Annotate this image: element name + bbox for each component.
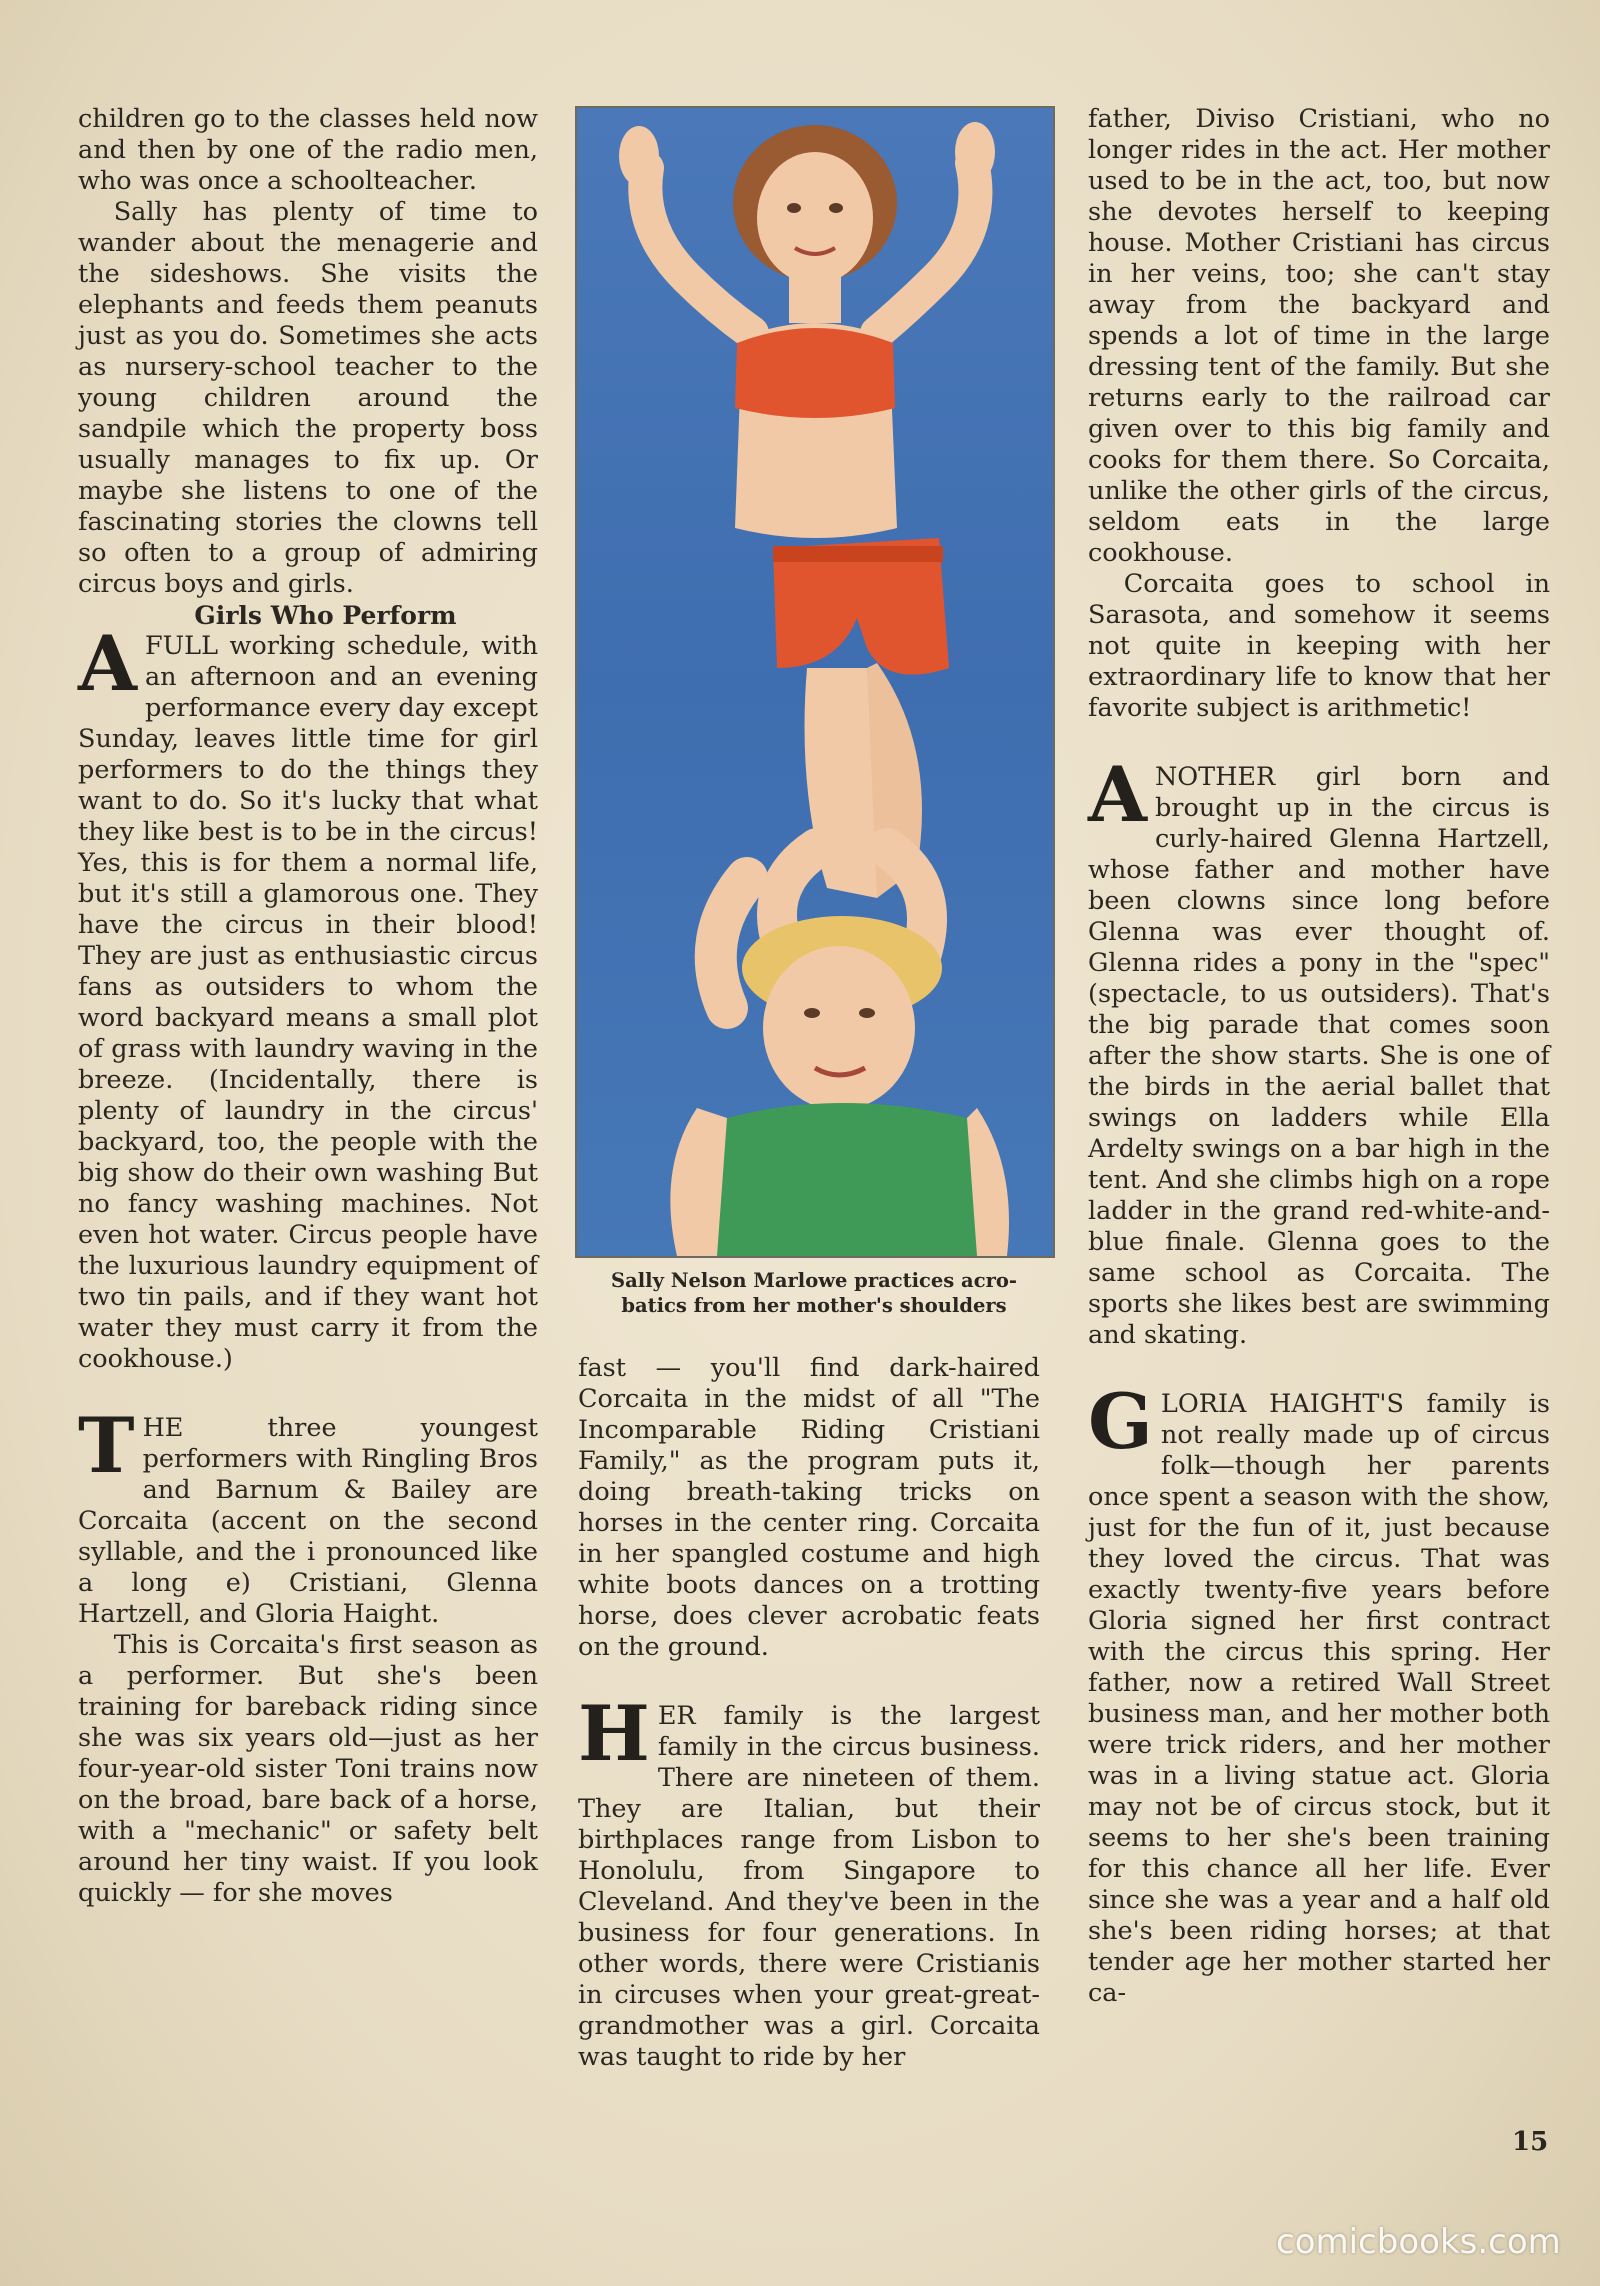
- paragraph: GLORIA HAIGHT'S family is not really made up of circus folk—though her parents once spent a season with the show, just for the fun of it, just because they loved the circus. That was exactly twenty-five years before Gloria signed her first contract with the circus this spring. Her father, now a retired Wall Street business man, and her mother both were trick riders, and her mother was in a living statue act. Gloria may not be of circus stock, but it seems to her she's been training for this chance all her life. Ever since she was a year and a half old she's been riding horses; at that tender age her mother started her ca-: [1088, 1377, 1550, 2008]
- article-column-2: [578, 1353, 1040, 2073]
- paragraph: HER family is the largest family in the circus business. There are nineteen of them. They are Italian, but their birthplaces range from Lisbon to Honolulu, from Singapore to Cleveland. And they've been in the business for four generations. In other words, there were Cristianis in circuses when your great-great-grandmother was a girl. Corcaita was taught to ride by her: [578, 1689, 1040, 2072]
- paragraph: THE three youngest performers with Ringling Bros and Barnum & Bailey are Corcaita (accent on the second syllable, and the i pronounced like a long e) Cristiani, Glenna Hartzell, and Gloria Haight.: [78, 1401, 538, 1629]
- caption-line: batics from her mother's shoulders: [621, 1294, 1007, 1317]
- paragraph: AFULL working schedule, with an afternoon and an evening performance every day except Sunday, leaves little time for girl performers to do the things they want to do. So it's lucky that what they like best is to be in the circus! Yes, this is for them a normal life, but it's still a glamorous one. They have the circus in their blood! They are just as enthusiastic circus fans as outsiders to whom the word backyard means a small plot of grass with laundry waving in the breeze. (Incidentally, there is plenty of laundry in the circus' backyard, too, the people with the big show do their own washing But no fancy washing machines. Not even hot water. Circus people have the luxurious laundry equipment of two tin pails, and if they want hot water they must carry it from the cookhouse.): [78, 619, 538, 1374]
- paragraph: Sally has plenty of time to wander about the menagerie and the sideshows. She visits the elephants and feeds them peanuts just as you do. Sometimes she acts as nursery-school teacher to the young children around the sandpile which the property boss usually manages to fix up. Or maybe she listens to one of the fascinating stories the clowns tell so often to a group of admiring circus boys and girls.: [78, 197, 538, 599]
- paragraph: Corcaita goes to school in Sarasota, and somehow it seems not quite in keeping with her extraordinary life to know that her favorite subject is arithmetic!: [1088, 569, 1550, 723]
- watermark: comicbooks.com: [1276, 2222, 1561, 2262]
- paragraph: This is Corcaita's first season as a performer. But she's been training for bareback riding since she was six years old—just as her four-year-old sister Toni trains now on the broad, bare back of a horse, with a "mechanic" or safety belt around her tiny waist. If you look quickly — for she moves: [78, 1630, 538, 1908]
- paragraph: children go to the classes held now and then by one of the radio men, who was once a schoolteacher.: [78, 104, 538, 196]
- page-number: 15: [1512, 2127, 1549, 2157]
- drop-cap: H: [578, 1689, 650, 1778]
- acrobat-photo: [575, 106, 1055, 1258]
- section-subhead: Girls Who Perform: [194, 601, 457, 630]
- drop-cap: A: [78, 619, 137, 708]
- paragraph: fast — you'll find dark-haired Corcaita in the midst of all "The Incomparable Riding Cristiani Family," as the program puts it, doing breath-taking tricks on horses in the center ring. Corcaita in her spangled costume and high white boots dances on a trotting horse, does clever acrobatic feats on the ground.: [578, 1353, 1040, 1662]
- acrobat-illustration: [577, 108, 1053, 1256]
- paragraph: father, Diviso Cristiani, who no longer rides in the act. Her mother used to be in the act, too, but now she devotes herself to keeping house. Mother Cristiani has circus in her veins, too; she can't stay away from the backyard and spends a lot of time in the large dressing tent of the family. But she returns early to the railroad car given over to this big family and cooks for them there. So Corcaita, unlike the other girls of the circus, seldom eats in the large cookhouse.: [1088, 104, 1550, 568]
- drop-cap: G: [1088, 1377, 1153, 1466]
- paragraph: ANOTHER girl born and brought up in the circus is curly-haired Glenna Hartzell, whose father and mother have been clowns since long before Glenna was ever thought of. Glenna rides a pony in the "spec" (spectacle, to us outsiders). That's the big parade that comes soon after the show starts. She is one of the birds in the aerial ballet that swings on ladders while Ella Ardelty swings on a bar high in the tent. And she climbs high on a rope ladder in the grand red-white-and-blue finale. Glenna goes to the same school as Corcaita. The sports she likes best are swimming and skating.: [1088, 750, 1550, 1350]
- caption-line: Sally Nelson Marlowe practices acro-: [611, 1269, 1017, 1292]
- article-column-1: [78, 104, 538, 1909]
- article-column-3: [1088, 104, 1550, 2009]
- drop-cap: A: [1088, 750, 1147, 839]
- photo-caption: [575, 1268, 1053, 1318]
- drop-cap: T: [78, 1401, 135, 1490]
